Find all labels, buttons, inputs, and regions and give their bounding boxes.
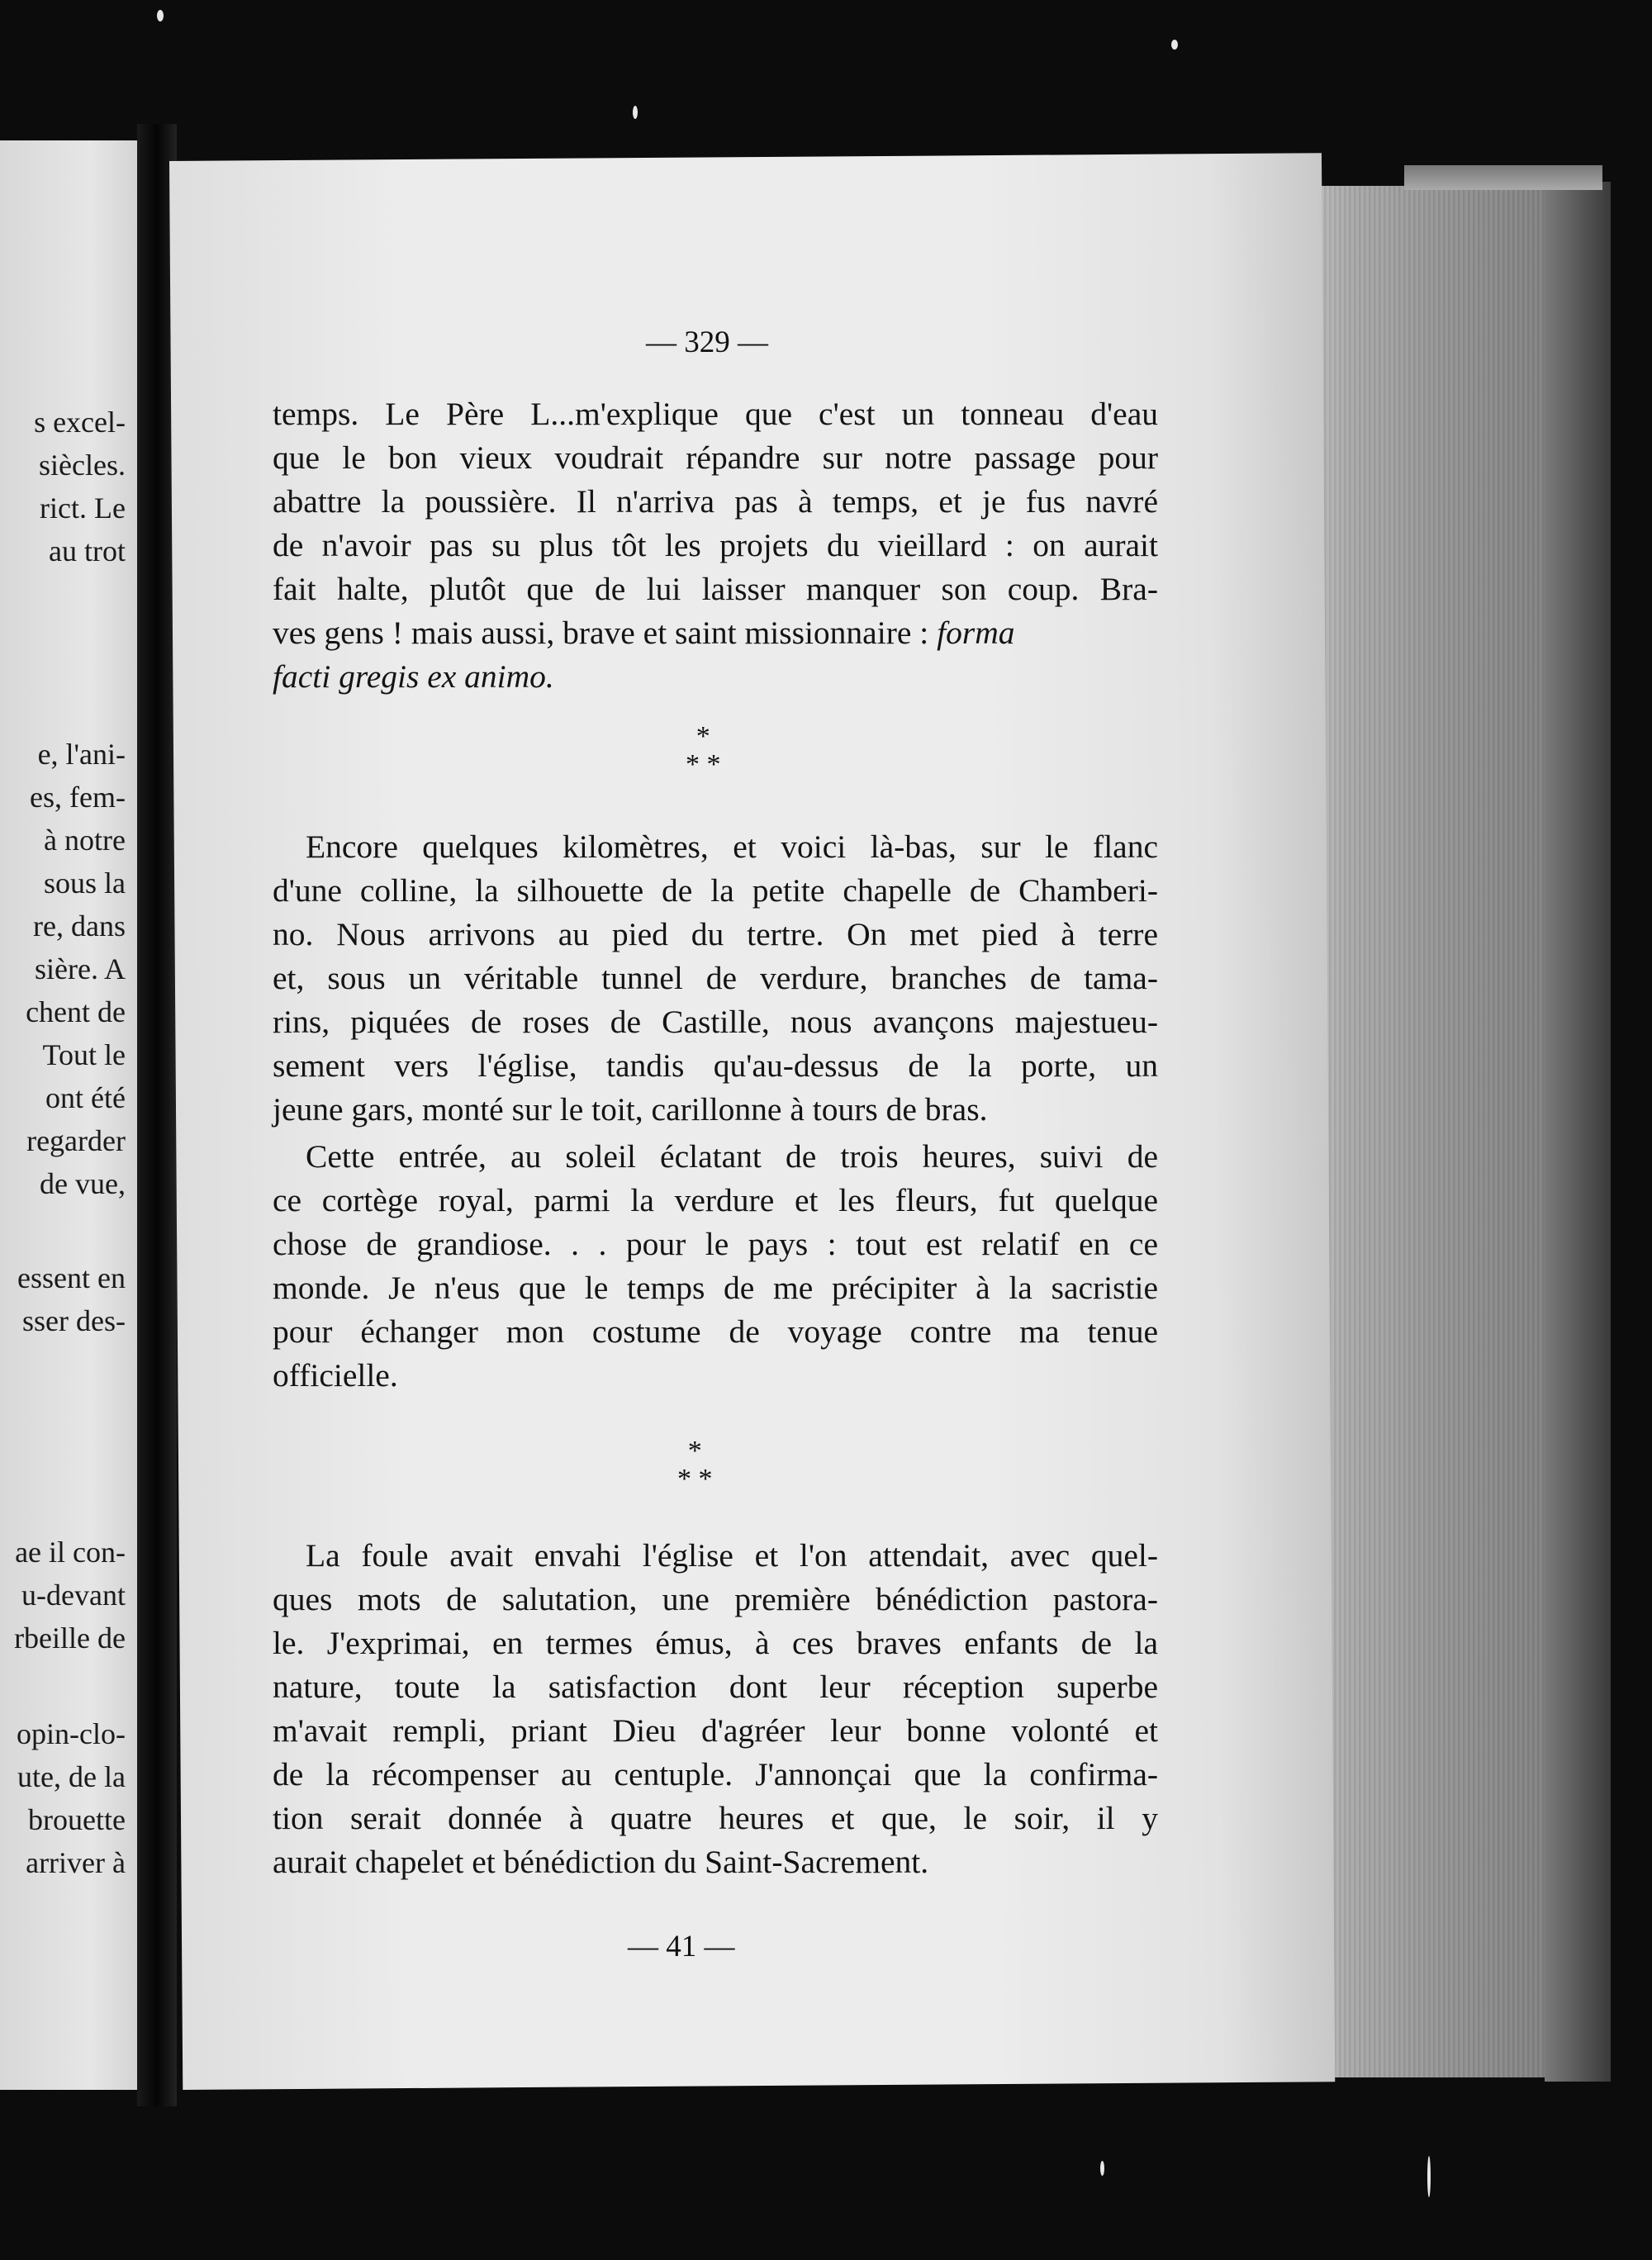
left-page-line: es, fem- bbox=[30, 781, 126, 814]
asterism-top: * bbox=[687, 1436, 702, 1466]
text-line: chose de grandiose. . . pour le pays : tout est relatif en ce bbox=[273, 1226, 1158, 1262]
dust-speck bbox=[157, 10, 164, 21]
text-line: tion serait donnée à quatre heures et que, le soir, il y bbox=[273, 1800, 1158, 1836]
left-page-line: à notre bbox=[44, 824, 126, 857]
left-page-line: s excel- bbox=[34, 406, 126, 439]
italic-text: forma bbox=[937, 615, 1015, 651]
left-page-line: sous la bbox=[44, 866, 126, 900]
text-line: rins, piquées de roses de Castille, nous avançons majestueu- bbox=[273, 1004, 1158, 1040]
asterism-bottom: * * bbox=[677, 1464, 713, 1494]
facing-page-left bbox=[0, 140, 150, 2090]
text-line: sement vers l'église, tandis qu'au-dessus de la porte, un bbox=[273, 1047, 1158, 1084]
dust-speck bbox=[1100, 2161, 1104, 2176]
left-page-line: e, l'ani- bbox=[37, 738, 126, 771]
page-number: — 329 — bbox=[646, 325, 768, 359]
text-line-part: ves gens ! mais aussi, brave et saint missionnaire : bbox=[273, 615, 938, 651]
book-spine-shadow bbox=[1545, 182, 1611, 2082]
text-line: ques mots de salutation, une première bénédiction pastora- bbox=[273, 1581, 1158, 1617]
text-line: no. Nous arrivons au pied du tertre. On met pied à terre bbox=[273, 916, 1158, 952]
asterism-bottom: * * bbox=[686, 749, 721, 780]
text-line: fait halte, plutôt que de lui laisser manquer son coup. Bra- bbox=[273, 571, 1158, 607]
left-page-line: sser des- bbox=[22, 1304, 126, 1337]
folio-number: — 41 — bbox=[628, 1930, 735, 1963]
text-line: ce cortège royal, parmi la verdure et les fleurs, fut quelque bbox=[273, 1182, 1158, 1218]
left-page-line: ont été bbox=[45, 1081, 126, 1114]
left-page-line: Tout le bbox=[42, 1038, 126, 1071]
text-line: m'avait rempli, priant Dieu d'agréer leur bonne volonté et bbox=[273, 1712, 1158, 1749]
text-line: le. J'exprimai, en termes émus, à ces braves enfants de la bbox=[273, 1625, 1158, 1661]
asterism-top: * bbox=[695, 721, 710, 752]
text-line: officielle. bbox=[273, 1357, 398, 1394]
left-page-line: opin-clo- bbox=[17, 1717, 126, 1750]
left-page-line: regarder bbox=[26, 1124, 126, 1157]
page-block-top bbox=[1404, 165, 1602, 190]
left-page-line: ae il con- bbox=[15, 1536, 126, 1569]
left-page-line: rbeille de bbox=[14, 1621, 126, 1655]
left-page-line: ute, de la bbox=[17, 1760, 126, 1793]
text-line: et, sous un véritable tunnel de verdure, branches de tama- bbox=[273, 960, 1158, 996]
text-line: que le bon vieux voudrait répandre sur notre passage pour bbox=[273, 439, 1158, 476]
left-page-line: arriver à bbox=[26, 1846, 126, 1879]
left-page-line: au trot bbox=[49, 534, 126, 567]
text-line: d'une colline, la silhouette de la petite chapelle de Chamberi- bbox=[273, 872, 1158, 909]
italic-line bbox=[273, 658, 1158, 696]
left-page-line: chent de bbox=[26, 995, 126, 1028]
text-line: de la récompenser au centuple. J'annonçai que la confirma- bbox=[273, 1756, 1158, 1792]
section-asterism bbox=[677, 1437, 713, 1493]
text-line: monde. Je n'eus que le temps de me précipiter à la sacristie bbox=[273, 1270, 1158, 1306]
text-line: nature, toute la satisfaction dont leur réception superbe bbox=[273, 1669, 1158, 1705]
text-line: aurait chapelet et bénédiction du Saint-Sacrement. bbox=[273, 1844, 929, 1880]
left-page-line: de vue, bbox=[40, 1167, 126, 1200]
left-page-line: sière. A bbox=[35, 952, 126, 985]
text-line: temps. Le Père L...m'explique que c'est un tonneau d'eau bbox=[273, 396, 1158, 432]
text-line: jeune gars, monté sur le toit, carillonne à tours de bras. bbox=[273, 1091, 988, 1128]
text-line: Cette entrée, au soleil éclatant de trois heures, suivi de bbox=[306, 1138, 1158, 1175]
text-line: La foule avait envahi l'église et l'on attendait, avec quel- bbox=[306, 1537, 1158, 1574]
left-page-line: re, dans bbox=[33, 909, 126, 942]
text-line: Encore quelques kilomètres, et voici là-bas, sur le flanc bbox=[306, 829, 1158, 865]
dust-speck bbox=[1427, 2156, 1431, 2197]
left-page-line: brouette bbox=[28, 1803, 126, 1836]
italic-text: facti gregis ex animo. bbox=[273, 658, 554, 695]
text-line: de n'avoir pas su plus tôt les projets du vieillard : on aurait bbox=[273, 527, 1158, 563]
dust-speck bbox=[633, 106, 638, 119]
left-page-line: essent en bbox=[17, 1261, 126, 1294]
left-page-line: rict. Le bbox=[40, 491, 126, 525]
left-page-line: u-devant bbox=[21, 1579, 126, 1612]
text-line: abattre la poussière. Il n'arriva pas à temps, et je fus navré bbox=[273, 483, 1158, 520]
dust-speck bbox=[1171, 40, 1178, 50]
text-line: pour échanger mon costume de voyage contre ma tenue bbox=[273, 1313, 1158, 1350]
left-page-line: siècles. bbox=[39, 449, 126, 482]
section-asterism bbox=[686, 723, 721, 779]
text-line bbox=[273, 614, 1158, 652]
